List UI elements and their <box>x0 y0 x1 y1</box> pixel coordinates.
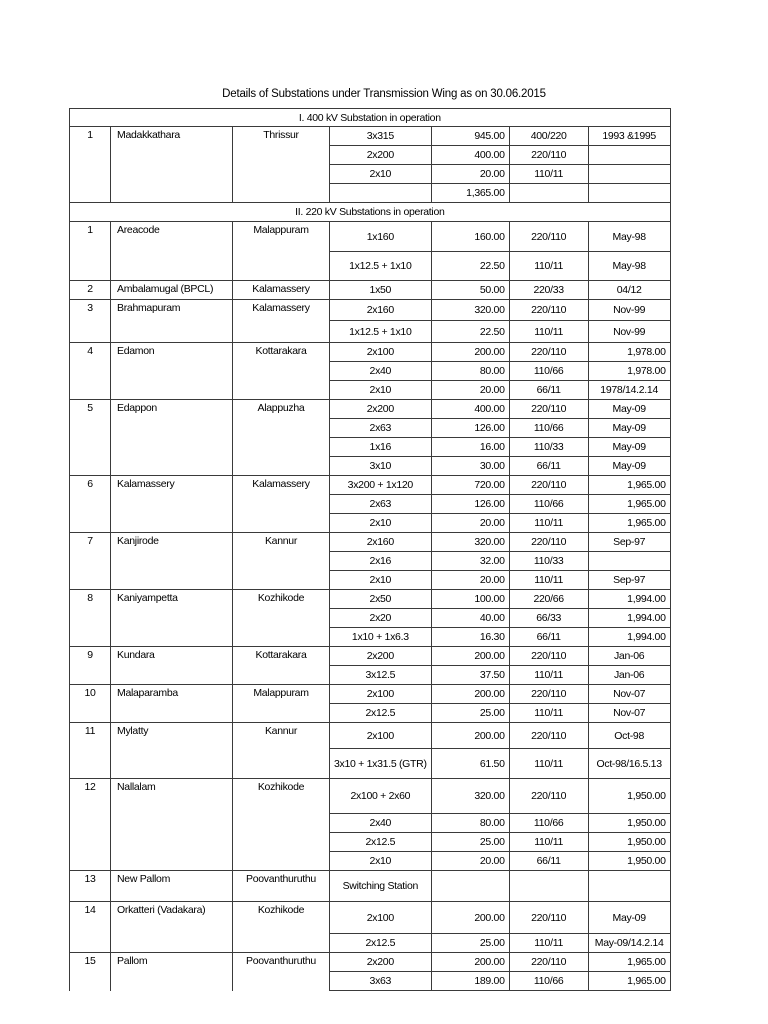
district: Kottarakara <box>233 647 330 685</box>
capacity-config: 2x200 <box>330 953 432 972</box>
capacity-config: 3x10 <box>330 457 432 476</box>
total-capacity: 1,365.00 <box>431 184 509 203</box>
district: Kozhikode <box>233 902 330 953</box>
capacity-config: 2x12.5 <box>330 704 432 723</box>
total-capacity: 200.00 <box>431 343 509 362</box>
capacity-config: 1x12.5 + 1x10 <box>330 321 432 343</box>
serial-number: 7 <box>70 533 111 590</box>
capacity-config: 2x12.5 <box>330 833 432 852</box>
commissioning-date: 1,965.00 <box>588 514 670 533</box>
substation-name: Mylatty <box>111 723 233 779</box>
capacity-config: 2x10 <box>330 852 432 871</box>
commissioning-date: 1,950.00 <box>588 779 670 814</box>
table-row <box>70 300 671 321</box>
voltage-ratio: 220/110 <box>509 533 588 552</box>
voltage-ratio: 110/11 <box>509 571 588 590</box>
voltage-ratio: 66/11 <box>509 381 588 400</box>
commissioning-date: 1,965.00 <box>588 953 670 972</box>
commissioning-date: May-09 <box>588 419 670 438</box>
capacity-config: 2x100 <box>330 723 432 749</box>
substation-name: Orkatteri (Vadakara) <box>111 902 233 953</box>
substation-name: Malaparamba <box>111 685 233 723</box>
district: Kalamassery <box>233 476 330 533</box>
district: Poovanthuruthu <box>233 953 330 991</box>
district: Kozhikode <box>233 590 330 647</box>
voltage-ratio: 66/11 <box>509 457 588 476</box>
total-capacity: 720.00 <box>431 476 509 495</box>
commissioning-date: Jan-06 <box>588 666 670 685</box>
table-row <box>70 590 671 609</box>
voltage-ratio: 220/110 <box>509 647 588 666</box>
substation-name: Madakkathara <box>111 127 233 203</box>
substations-table <box>69 108 671 991</box>
capacity-config: 1x12.5 + 1x10 <box>330 252 432 281</box>
commissioning-date: Oct-98/16.5.13 <box>588 749 670 779</box>
voltage-ratio: 220/110 <box>509 779 588 814</box>
table-row <box>70 902 671 934</box>
commissioning-date <box>588 165 670 184</box>
serial-number: 6 <box>70 476 111 533</box>
commissioning-date: May-09 <box>588 400 670 419</box>
capacity-config: 2x10 <box>330 571 432 590</box>
voltage-ratio: 66/11 <box>509 852 588 871</box>
total-capacity: 50.00 <box>431 281 509 300</box>
voltage-ratio: 220/110 <box>509 400 588 419</box>
voltage-ratio: 110/66 <box>509 495 588 514</box>
substation-name: Pallom <box>111 953 233 991</box>
commissioning-date: 1,978.00 <box>588 362 670 381</box>
total-capacity: 16.30 <box>431 628 509 647</box>
commissioning-date: 1,994.00 <box>588 628 670 647</box>
capacity-config: 1x10 + 1x6.3 <box>330 628 432 647</box>
substation-name: Edappon <box>111 400 233 476</box>
total-capacity: 189.00 <box>431 972 509 991</box>
total-capacity: 22.50 <box>431 321 509 343</box>
voltage-ratio: 220/110 <box>509 343 588 362</box>
serial-number: 2 <box>70 281 111 300</box>
section-heading: I. 400 kV Substation in operation <box>70 109 671 127</box>
commissioning-date: Oct-98 <box>588 723 670 749</box>
total-capacity: 400.00 <box>431 146 509 165</box>
capacity-config: 3x315 <box>330 127 432 146</box>
capacity-config: 2x50 <box>330 590 432 609</box>
voltage-ratio: 110/11 <box>509 666 588 685</box>
voltage-ratio: 220/110 <box>509 685 588 704</box>
voltage-ratio: 110/11 <box>509 165 588 184</box>
table-row <box>70 343 671 362</box>
capacity-config: 2x40 <box>330 814 432 833</box>
total-capacity <box>431 871 509 902</box>
voltage-ratio <box>509 184 588 203</box>
capacity-config: 2x160 <box>330 533 432 552</box>
voltage-ratio: 66/11 <box>509 628 588 647</box>
capacity-config: 2x100 <box>330 343 432 362</box>
district: Kalamassery <box>233 300 330 343</box>
serial-number: 5 <box>70 400 111 476</box>
capacity-config: 2x160 <box>330 300 432 321</box>
capacity-config: 3x200 + 1x120 <box>330 476 432 495</box>
capacity-config: 1x160 <box>330 222 432 252</box>
table-row <box>70 476 671 495</box>
district: Kottarakara <box>233 343 330 400</box>
commissioning-date: May-09 <box>588 457 670 476</box>
capacity-config: Switching Station <box>330 871 432 902</box>
voltage-ratio: 400/220 <box>509 127 588 146</box>
substation-name: Ambalamugal (BPCL) <box>111 281 233 300</box>
serial-number: 1 <box>70 127 111 203</box>
capacity-config: 2x16 <box>330 552 432 571</box>
commissioning-date: May-98 <box>588 222 670 252</box>
total-capacity: 20.00 <box>431 381 509 400</box>
total-capacity: 80.00 <box>431 362 509 381</box>
serial-number: 11 <box>70 723 111 779</box>
commissioning-date: Sep-97 <box>588 533 670 552</box>
table-row <box>70 723 671 749</box>
substation-name: Kundara <box>111 647 233 685</box>
district: Kannur <box>233 723 330 779</box>
total-capacity: 20.00 <box>431 165 509 184</box>
section-heading-row <box>70 109 671 127</box>
table-row <box>70 533 671 552</box>
voltage-ratio: 110/11 <box>509 704 588 723</box>
total-capacity: 320.00 <box>431 779 509 814</box>
commissioning-date: Jan-06 <box>588 647 670 666</box>
table-row <box>70 127 671 146</box>
voltage-ratio: 220/110 <box>509 300 588 321</box>
total-capacity: 25.00 <box>431 833 509 852</box>
commissioning-date: Nov-99 <box>588 321 670 343</box>
capacity-config: 2x63 <box>330 419 432 438</box>
total-capacity: 80.00 <box>431 814 509 833</box>
serial-number: 14 <box>70 902 111 953</box>
serial-number: 15 <box>70 953 111 991</box>
commissioning-date <box>588 146 670 165</box>
capacity-config: 3x12.5 <box>330 666 432 685</box>
capacity-config: 2x200 <box>330 647 432 666</box>
capacity-config: 2x100 <box>330 902 432 934</box>
voltage-ratio: 110/11 <box>509 934 588 953</box>
capacity-config: 2x100 <box>330 685 432 704</box>
capacity-config: 3x10 + 1x31.5 (GTR) <box>330 749 432 779</box>
capacity-config: 2x20 <box>330 609 432 628</box>
table-row <box>70 685 671 704</box>
district: Kalamassery <box>233 281 330 300</box>
total-capacity: 16.00 <box>431 438 509 457</box>
voltage-ratio: 110/11 <box>509 252 588 281</box>
capacity-config: 2x100 + 2x60 <box>330 779 432 814</box>
total-capacity: 20.00 <box>431 571 509 590</box>
substation-name: Nallalam <box>111 779 233 871</box>
section-heading-row <box>70 203 671 222</box>
total-capacity: 40.00 <box>431 609 509 628</box>
capacity-config: 3x63 <box>330 972 432 991</box>
section-heading: II. 220 kV Substations in operation <box>70 203 671 222</box>
voltage-ratio: 110/11 <box>509 749 588 779</box>
district: Kannur <box>233 533 330 590</box>
commissioning-date: 1,950.00 <box>588 814 670 833</box>
voltage-ratio: 110/66 <box>509 814 588 833</box>
commissioning-date: 1,965.00 <box>588 476 670 495</box>
capacity-config: 2x10 <box>330 381 432 400</box>
commissioning-date: May-09 <box>588 438 670 457</box>
voltage-ratio: 110/66 <box>509 362 588 381</box>
voltage-ratio: 66/33 <box>509 609 588 628</box>
serial-number: 8 <box>70 590 111 647</box>
voltage-ratio: 110/33 <box>509 552 588 571</box>
voltage-ratio: 220/66 <box>509 590 588 609</box>
commissioning-date: May-09/14.2.14 <box>588 934 670 953</box>
capacity-config: 1x16 <box>330 438 432 457</box>
page-title: Details of Substations under Transmission Wing as on 30.06.2015 <box>222 88 546 100</box>
substation-name: Kalamassery <box>111 476 233 533</box>
commissioning-date: Sep-97 <box>588 571 670 590</box>
serial-number: 1 <box>70 222 111 281</box>
capacity-config: 2x200 <box>330 146 432 165</box>
total-capacity: 320.00 <box>431 300 509 321</box>
total-capacity: 200.00 <box>431 902 509 934</box>
district: Poovanthuruthu <box>233 871 330 902</box>
district: Thrissur <box>233 127 330 203</box>
voltage-ratio: 110/33 <box>509 438 588 457</box>
table-row <box>70 871 671 902</box>
commissioning-date: Nov-99 <box>588 300 670 321</box>
substation-name: Kaniyampetta <box>111 590 233 647</box>
total-capacity: 200.00 <box>431 685 509 704</box>
table-row <box>70 281 671 300</box>
commissioning-date: 1993 &1995 <box>588 127 670 146</box>
total-capacity: 25.00 <box>431 934 509 953</box>
voltage-ratio: 220/110 <box>509 953 588 972</box>
district: Kozhikode <box>233 779 330 871</box>
voltage-ratio: 220/110 <box>509 146 588 165</box>
substation-name: Edamon <box>111 343 233 400</box>
total-capacity: 32.00 <box>431 552 509 571</box>
capacity-config: 2x10 <box>330 165 432 184</box>
substation-name: Brahmapuram <box>111 300 233 343</box>
commissioning-date: 04/12 <box>588 281 670 300</box>
total-capacity: 126.00 <box>431 495 509 514</box>
commissioning-date: 1978/14.2.14 <box>588 381 670 400</box>
voltage-ratio: 220/33 <box>509 281 588 300</box>
total-capacity: 160.00 <box>431 222 509 252</box>
district: Malappuram <box>233 222 330 281</box>
serial-number: 10 <box>70 685 111 723</box>
total-capacity: 20.00 <box>431 852 509 871</box>
voltage-ratio: 110/66 <box>509 972 588 991</box>
district: Malappuram <box>233 685 330 723</box>
table-row <box>70 779 671 814</box>
commissioning-date: 1,950.00 <box>588 833 670 852</box>
voltage-ratio: 220/110 <box>509 902 588 934</box>
commissioning-date: 1,965.00 <box>588 495 670 514</box>
capacity-config: 2x12.5 <box>330 934 432 953</box>
commissioning-date <box>588 184 670 203</box>
serial-number: 3 <box>70 300 111 343</box>
capacity-config: 2x10 <box>330 514 432 533</box>
voltage-ratio: 110/11 <box>509 514 588 533</box>
table-row <box>70 400 671 419</box>
commissioning-date: 1,950.00 <box>588 852 670 871</box>
voltage-ratio: 220/110 <box>509 222 588 252</box>
table-row <box>70 647 671 666</box>
total-capacity: 22.50 <box>431 252 509 281</box>
total-capacity: 61.50 <box>431 749 509 779</box>
total-capacity: 126.00 <box>431 419 509 438</box>
commissioning-date <box>588 552 670 571</box>
capacity-config: 2x200 <box>330 400 432 419</box>
substation-name: Kanjirode <box>111 533 233 590</box>
voltage-ratio: 110/11 <box>509 833 588 852</box>
serial-number: 12 <box>70 779 111 871</box>
district: Alappuzha <box>233 400 330 476</box>
serial-number: 9 <box>70 647 111 685</box>
substation-name: New Pallom <box>111 871 233 902</box>
commissioning-date: May-98 <box>588 252 670 281</box>
serial-number: 13 <box>70 871 111 902</box>
commissioning-date: Nov-07 <box>588 704 670 723</box>
voltage-ratio: 220/110 <box>509 476 588 495</box>
total-capacity: 25.00 <box>431 704 509 723</box>
table-row <box>70 222 671 252</box>
voltage-ratio <box>509 871 588 902</box>
total-capacity: 400.00 <box>431 400 509 419</box>
commissioning-date: May-09 <box>588 902 670 934</box>
capacity-config <box>330 184 432 203</box>
capacity-config: 2x63 <box>330 495 432 514</box>
total-capacity: 30.00 <box>431 457 509 476</box>
voltage-ratio: 110/66 <box>509 419 588 438</box>
total-capacity: 37.50 <box>431 666 509 685</box>
commissioning-date: 1,994.00 <box>588 609 670 628</box>
substation-name: Areacode <box>111 222 233 281</box>
table-row <box>70 953 671 972</box>
serial-number: 4 <box>70 343 111 400</box>
commissioning-date: 1,965.00 <box>588 972 670 991</box>
total-capacity: 20.00 <box>431 514 509 533</box>
voltage-ratio: 220/110 <box>509 723 588 749</box>
commissioning-date: 1,978.00 <box>588 343 670 362</box>
total-capacity: 200.00 <box>431 723 509 749</box>
voltage-ratio: 110/11 <box>509 321 588 343</box>
total-capacity: 945.00 <box>431 127 509 146</box>
capacity-config: 2x40 <box>330 362 432 381</box>
commissioning-date: Nov-07 <box>588 685 670 704</box>
total-capacity: 200.00 <box>431 953 509 972</box>
total-capacity: 320.00 <box>431 533 509 552</box>
total-capacity: 100.00 <box>431 590 509 609</box>
capacity-config: 1x50 <box>330 281 432 300</box>
commissioning-date <box>588 871 670 902</box>
commissioning-date: 1,994.00 <box>588 590 670 609</box>
total-capacity: 200.00 <box>431 647 509 666</box>
